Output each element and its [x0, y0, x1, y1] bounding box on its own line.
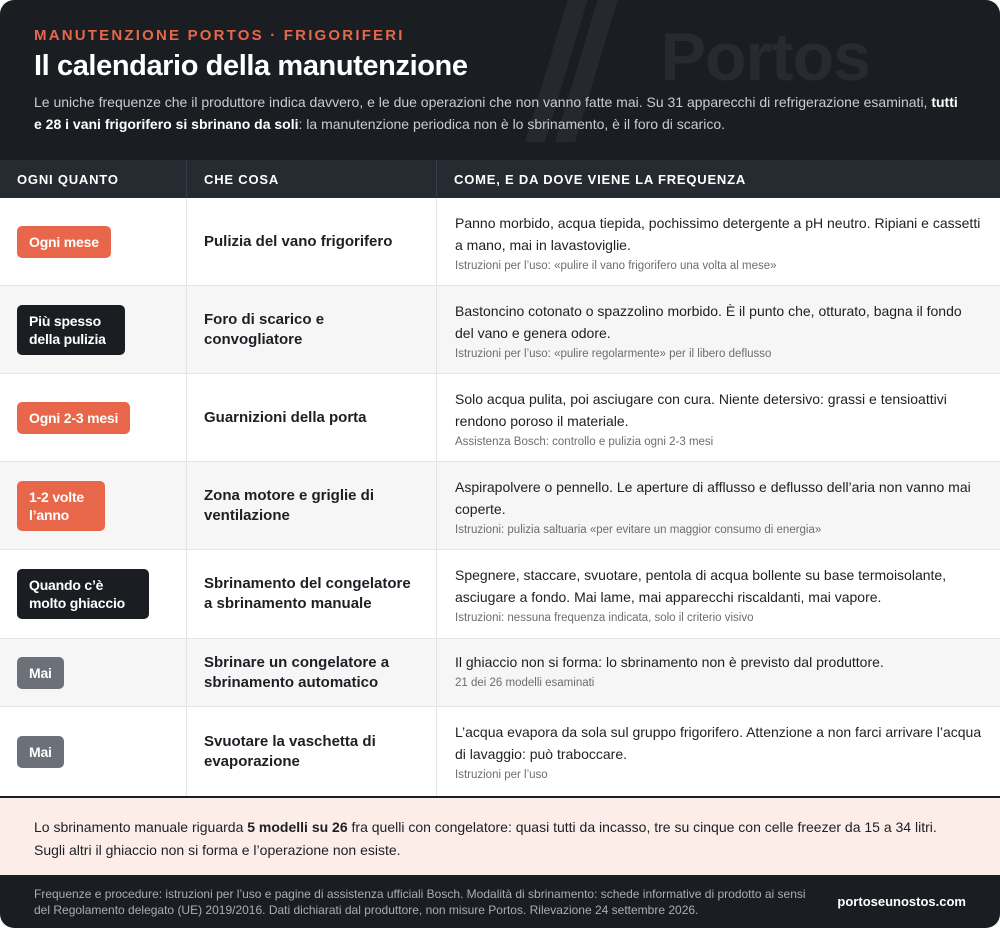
cell-what: Svuotare la vaschetta di evaporazione — [187, 707, 437, 796]
column-header-when: OGNI QUANTO — [0, 160, 187, 198]
source-note: Istruzioni: nessuna frequenza indicata, solo il criterio visivo — [455, 612, 754, 624]
procedure-text: L’acqua evapora da sola sul gruppo frigorifero. Attenzione a non farci arrivare l’acqua di lavaggio: può traboccare. — [455, 724, 982, 762]
table-row — [0, 286, 1000, 374]
cell-what: Zona motore e griglie di ventilazione — [187, 462, 437, 549]
source-note: Istruzioni per l’uso: «pulire il vano frigorifero una volta al mese» — [455, 260, 777, 272]
source-note: Istruzioni: pulizia saltuaria «per evitare un maggior consumo di energia» — [455, 524, 822, 536]
procedure-text: Aspirapolvere o pennello. Le aperture di afflusso e deflusso dell’aria non vanno mai coperte. — [455, 479, 971, 517]
cell-when — [0, 707, 187, 796]
cell-how — [437, 198, 1000, 285]
logo-watermark: Portos — [660, 19, 870, 95]
table-row — [0, 374, 1000, 462]
cell-when — [0, 198, 187, 285]
page-title: Il calendario della manutenzione — [34, 50, 468, 82]
callout-highlight: 5 modelli su 26 — [247, 819, 348, 835]
frequency-badge: Quando c’è molto ghiaccio — [17, 569, 149, 619]
cell-how — [437, 462, 1000, 549]
page-subtitle: Le uniche frequenze che il produttore indica davvero, e le due operazioni che non vanno fatte mai. Su 31 apparecchi di refrigerazione esaminati, tutti e 28 i vani frigorifero si sbrinano da soli: la manutenzione periodica non è lo sbrinamento, è il foro di scarico. — [34, 94, 958, 132]
cell-when — [0, 286, 187, 373]
frequency-badge: Più spesso della pulizia — [17, 305, 125, 355]
frequency-badge: 1-2 volte l’anno — [17, 481, 105, 531]
cell-when — [0, 550, 187, 638]
table-row — [0, 639, 1000, 707]
page-header — [0, 0, 1000, 160]
cell-how — [437, 639, 1000, 706]
column-header-how: COME, E DA DOVE VIENE LA FREQUENZA — [454, 171, 747, 187]
cell-how — [437, 707, 1000, 796]
subtitle-highlight: tutti e 28 i vani frigorifero si sbrinano da soli — [34, 94, 958, 132]
cell-what: Guarnizioni della porta — [187, 374, 437, 461]
table-header — [0, 160, 1000, 198]
procedure-text: Il ghiaccio non si forma: lo sbrinamento non è previsto dal produttore. — [455, 654, 884, 670]
table-row — [0, 462, 1000, 550]
summary-callout: Lo sbrinamento manuale riguarda 5 modelli su 26 fra quelli con congelatore: quasi tutti da incasso, tre su cinque con celle freezer da 15 a 34 litri. Sugli altri il ghiaccio non si forma e l’operazione non esiste. — [0, 796, 1000, 875]
cell-what: Sbrinamento del congelatore a sbrinamento manuale — [187, 550, 437, 638]
source-note: 21 dei 26 modelli esaminati — [455, 677, 595, 689]
source-note: Istruzioni per l’uso — [455, 769, 548, 781]
cell-how — [437, 286, 1000, 373]
column-header-what: CHE COSA — [187, 160, 437, 198]
cell-when — [0, 374, 187, 461]
source-note: Assistenza Bosch: controllo e pulizia ogni 2-3 mesi — [455, 436, 714, 448]
frequency-badge: Mai — [17, 736, 64, 768]
procedure-text: Spegnere, staccare, svuotare, pentola di acqua bollente su base termoisolante, asciugare a fondo. Mai lame, mai apparecchi riscaldanti, mai vapore. — [455, 567, 947, 605]
cell-what: Sbrinare un congelatore a sbrinamento automatico — [187, 639, 437, 706]
cell-how — [437, 550, 1000, 638]
cell-when — [0, 462, 187, 549]
frequency-badge: Ogni 2-3 mesi — [17, 402, 130, 434]
cell-how — [437, 374, 1000, 461]
cell-what: Pulizia del vano frigorifero — [187, 198, 437, 285]
cell-what: Foro di scarico e convogliatore — [187, 286, 437, 373]
table-row — [0, 707, 1000, 796]
page-footer — [0, 875, 1000, 928]
procedure-text: Solo acqua pulita, poi asciugare con cura. Niente detersivo: grassi e tensioattivi rendono poroso il materiale. — [455, 391, 947, 429]
frequency-badge: Ogni mese — [17, 226, 111, 258]
table-row — [0, 550, 1000, 639]
table-row — [0, 198, 1000, 286]
table-body — [0, 198, 1000, 796]
cell-when — [0, 639, 187, 706]
sources-note: Frequenze e procedure: istruzioni per l’uso e pagine di assistenza ufficiali Bosch. Modalità di sbrinamento: schede informative di prodotto ai sensi del Regolamento delegato (UE) 2019/2016. Dati dichiarati dal produttore, non misure Portos. Rilevazione 24 settembre 2026. — [34, 886, 806, 917]
source-note: Istruzioni per l’uso: «pulire regolarmente» per il libero deflusso — [455, 348, 772, 360]
procedure-text: Panno morbido, acqua tiepida, pochissimo detergente a pH neutro. Ripiani e cassetti a mano, mai in lavastoviglie. — [455, 215, 981, 253]
procedure-text: Bastoncino cotonato o spazzolino morbido. È il punto che, otturato, bagna il fondo del vano e genera odore. — [455, 303, 962, 341]
eyebrow-label: MANUTENZIONE PORTOS · FRIGORIFERI — [34, 27, 405, 44]
frequency-badge: Mai — [17, 657, 64, 689]
site-link[interactable]: portoseunostos.com — [837, 894, 966, 909]
